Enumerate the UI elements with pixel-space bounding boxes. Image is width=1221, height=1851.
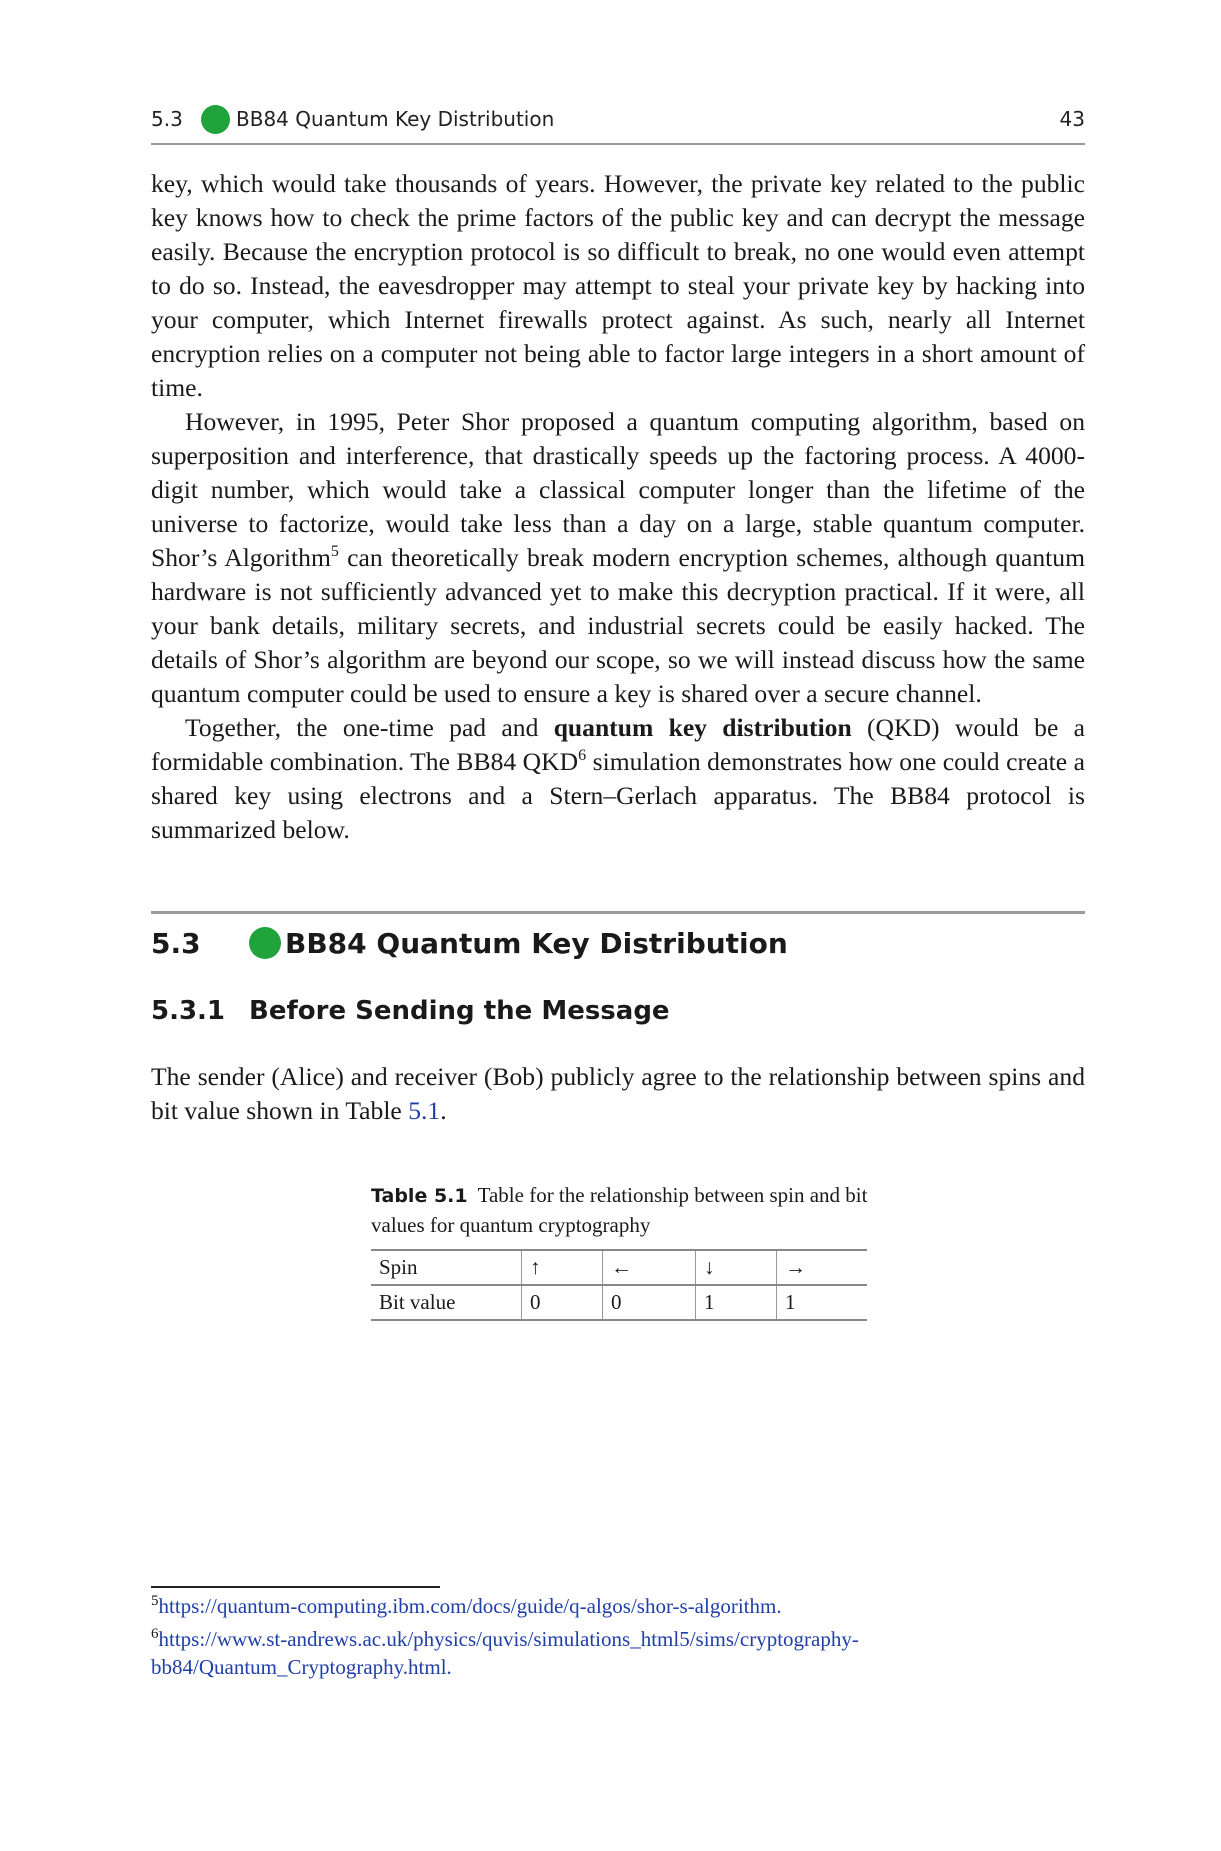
running-header (151, 104, 1085, 134)
table-cell: 1 (777, 1285, 868, 1320)
spin-bit-table (371, 1249, 867, 1321)
paragraph-4-text: The sender (Alice) and receiver (Bob) publicly agree to the relationship between spins and bit value shown in Table (151, 1062, 1085, 1125)
section-title: BB84 Quantum Key Distribution (285, 926, 788, 960)
table-cell: Spin (371, 1250, 522, 1285)
table-cell: ↓ (696, 1250, 777, 1285)
footnote-5 (151, 1592, 1085, 1620)
paragraph-3-text-c: simulation demonstrates how one could create a shared key using electrons and a Stern–Gerlach apparatus. The BB84 protocol is summarized below. (151, 747, 1086, 844)
table-cell: 0 (522, 1285, 603, 1320)
paragraph-3-text-b: (QKD) would be a formidable combination. The BB84 QKD (151, 713, 1085, 776)
footnote-rule (151, 1586, 440, 1588)
table-cell: Bit value (371, 1285, 522, 1320)
subsection-paragraph (151, 1060, 1085, 1128)
paragraph-2-text-a: However, in 1995, Peter Shor proposed a quantum computing algorithm, based on superposition and interference, that drastically speeds up the factoring process. A 4000-digit number, which would take a classical computer longer than the lifetime of the universe to factorize, would take less than a day on a large, stable quantum computer. Shor’s Algorithm (151, 407, 1085, 572)
table-cell: ↑ (522, 1250, 603, 1285)
section-heading (151, 922, 788, 964)
subsection-heading (151, 991, 670, 1031)
table-cell: ← (603, 1250, 696, 1285)
paragraph-4 (151, 1060, 1085, 1128)
table-label: Table 5.1 (371, 1185, 468, 1207)
paragraph-2-text-b: can theoretically break modern encryption schemes, although quantum hardware is not sufficiently advanced yet to make this decryption practical. If it were, all your bank details, military secrets, and industrial secrets could be easily hacked. The details of Shor’s algorithm are beyond our scope, so we will instead discuss how the same quantum computer could be used to ensure a key is shared over a secure channel. (151, 543, 1086, 708)
footnote-link[interactable]: https://quantum-computing.ibm.com/docs/guide/q-algos/shor-s-algorithm. (158, 1594, 782, 1618)
paragraph-3 (151, 711, 1085, 847)
body-text (151, 167, 1085, 847)
header-rule (151, 143, 1085, 145)
footnote-6 (151, 1625, 1085, 1681)
section-rule (151, 911, 1085, 914)
subsection-number: 5.3.1 (151, 996, 226, 1026)
paragraph-4-end: . (440, 1096, 447, 1125)
table-cell: 1 (696, 1285, 777, 1320)
bold-term: quantum key distribution (553, 713, 852, 742)
footnote-ref-5[interactable]: 5 (330, 543, 339, 560)
table-row (371, 1250, 867, 1285)
subsection-title: Before Sending the Message (249, 996, 670, 1026)
footnote-mark: 6 (151, 1626, 159, 1642)
section-number: 5.3 (151, 926, 201, 960)
green-dot-icon (201, 105, 230, 134)
footnote-mark: 5 (151, 1593, 159, 1609)
running-header-title: BB84 Quantum Key Distribution (236, 107, 555, 131)
table-link[interactable]: 5.1 (408, 1096, 441, 1125)
paragraph-2 (151, 405, 1085, 711)
paragraph-1: key, which would take thousands of years. However, the private key related to the public key knows how to check the prime factors of the public key and can decrypt the message easily. Because the encryption protocol is so difficult to break, no one would even attempt to do so. Instead, the eavesdropper may attempt to steal your private key by hacking into your computer, which Internet firewalls protect against. As such, nearly all Internet encryption relies on a computer not being able to factor large integers in a short amount of time. (151, 169, 1085, 402)
table-caption (371, 1181, 871, 1240)
running-header-section-number: 5.3 (151, 107, 183, 131)
table-cell: → (777, 1250, 868, 1285)
footnotes (151, 1592, 1085, 1686)
table-cell: 0 (603, 1285, 696, 1320)
table-caption-text: Table for the relationship between spin and bit values for quantum cryptography (371, 1183, 868, 1237)
green-dot-icon (249, 927, 281, 959)
table-row (371, 1285, 867, 1320)
page-number: 43 (1059, 107, 1085, 131)
footnote-ref-6[interactable]: 6 (578, 747, 587, 764)
paragraph-3-text-a: Together, the one-time pad and (185, 713, 554, 742)
footnote-link[interactable]: https://www.st-andrews.ac.uk/physics/quvis/simulations_html5/sims/cryptography-bb84/Quantum_Cryptography.html. (151, 1627, 859, 1679)
